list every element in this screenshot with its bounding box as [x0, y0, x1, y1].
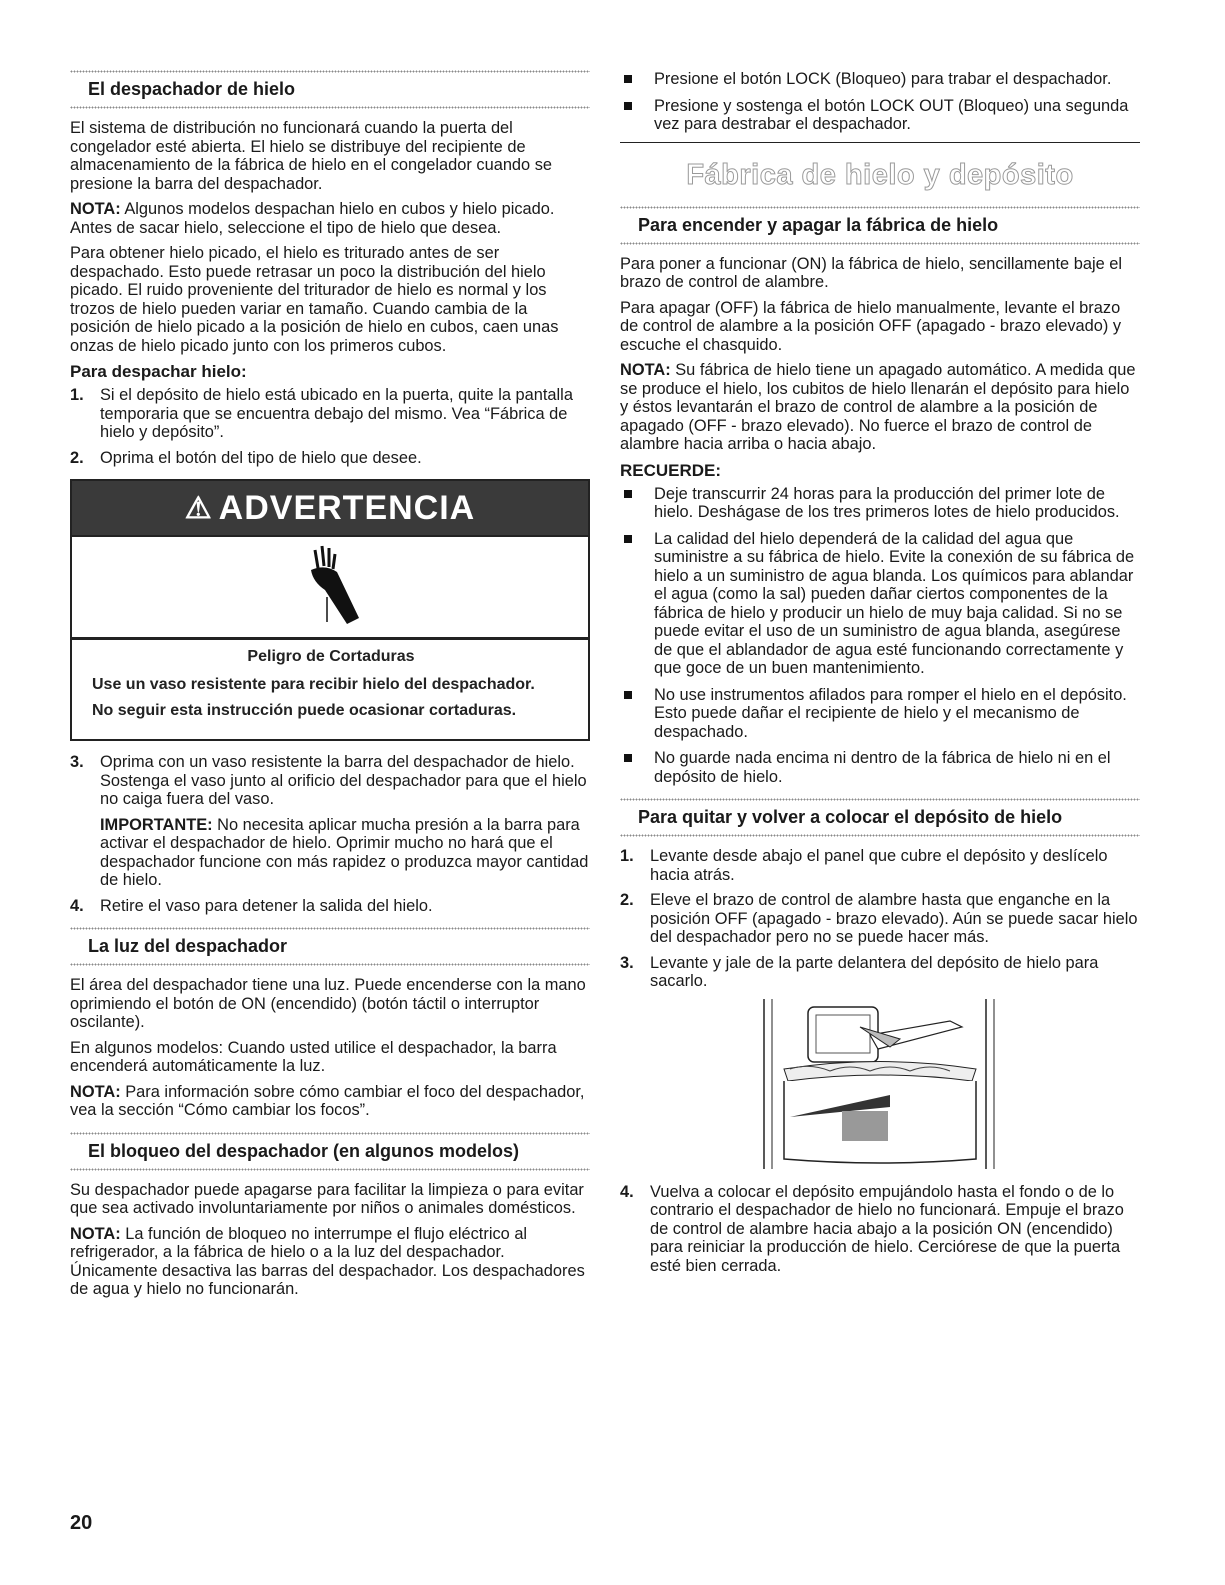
warning-title: ADVERTENCIA [218, 488, 476, 527]
paragraph: El sistema de distribución no funcionará cuando la puerta del congelador esté abierta. El hielo se distribuye del recipiente de almacenamiento de la fábrica de hielo en el congelador cuando se presione la barra del despachador. [70, 119, 553, 193]
bullet-text: Deje transcurrir 24 horas para la producción del primer lote de hielo. Deshágase de los tres primeros lotes de hielo producidos. [654, 484, 1120, 521]
subheading-recuerde: RECUERDE: [620, 460, 722, 480]
right-column [620, 70, 1140, 1282]
note-paragraph [70, 200, 590, 237]
step-number: 2. [70, 448, 84, 467]
warning-box [70, 479, 590, 741]
bullet-text: La calidad del hielo dependerá de la calidad del agua que suministre a su fábrica de hielo. Evite la conexión de su fábrica de hielo a un suministro de agua blanda. Los químicos para ablandar el agua (como la sal) pueden dañar ciertos componentes de la fábrica de hielo y producir un hielo de muy baja calidad. Si no se puede evitar el uso de un suministro de agua blanda, asegúrese de que el ablandador de agua esté funcionando correctamente y que goce de un buen mantenimiento. [654, 529, 1135, 677]
bullet-text: Presione el botón LOCK (Bloqueo) para trabar el despachador. [654, 70, 1112, 88]
paragraph: Para apagar (OFF) la fábrica de hielo manualmente, levante el brazo de control de alambre a la posición OFF (apagado - brazo elevado) y escuche el chasquido. [620, 298, 1122, 354]
step-number: 4. [70, 896, 84, 915]
paragraph: Su despachador puede apagarse para facilitar la limpieza o para evitar que sea activado involuntariamente por niños o animales domésticos. [70, 1180, 584, 1217]
warning-triangle-icon: ⚠ [184, 491, 213, 525]
bullet-square-icon [620, 485, 654, 522]
step-number: 4. [620, 1182, 634, 1201]
paragraph: El área del despachador tiene una luz. Puede encenderse con la mano oprimiendo el botón de ON (encendido) (botón táctil o interruptor oscilante). [70, 976, 586, 1031]
step-number: 2. [620, 891, 634, 909]
list-item [620, 1183, 1140, 1276]
list-item [620, 891, 1140, 947]
bullet-square-icon [620, 97, 654, 134]
note-paragraph [620, 361, 1140, 454]
list-item [620, 749, 1140, 786]
section-heading-dispenser-lock: El bloqueo del despachador (en algunos modelos) [88, 1140, 520, 1161]
step-number: 1. [620, 847, 634, 865]
step-text: Retire el vaso para detener la salida del hielo. [100, 896, 433, 915]
paragraph: Para poner a funcionar (ON) la fábrica de hielo, sencillamente baje el brazo de control de alambre. [620, 254, 1123, 291]
main-section-title: Fábrica de hielo y depósito [686, 158, 1074, 191]
hazard-title: Peligro de Cortaduras [247, 648, 415, 665]
list-item [70, 753, 590, 809]
step-number: 1. [70, 386, 84, 404]
bullet-text: No use instrumentos afilados para romper el hielo en el depósito. Esto puede dañar el recipiente de hielo y el mecanismo de despachado. [654, 685, 1127, 741]
section-heading-icemaker-on-off: Para encender y apagar la fábrica de hielo [638, 214, 999, 235]
section-divider [70, 963, 590, 966]
note-text: Algunos modelos despachan hielo en cubos y hielo picado. Antes de sacar hielo, seleccione el tipo de hielo que desea. [70, 200, 555, 237]
bullet-square-icon [620, 70, 654, 89]
section-divider [620, 834, 1140, 837]
warning-body [72, 640, 588, 739]
bullet-square-icon [620, 749, 654, 786]
note-label: NOTA: [70, 200, 121, 218]
note-label: NOTA: [620, 361, 671, 379]
subheading-dispense-ice: Para despachar hielo: [70, 362, 247, 381]
warning-text: No seguir esta instrucción puede ocasionar cortaduras. [92, 701, 517, 719]
list-item [620, 954, 1140, 991]
list-item [70, 897, 590, 916]
list-item [620, 485, 1140, 522]
note-label: NOTA: [70, 1224, 121, 1243]
note-paragraph [70, 1225, 590, 1299]
paragraph: Para obtener hielo picado, el hielo es triturado antes de ser despachado. Esto puede retrasar un poco la distribución del hielo picado. El ruido proveniente del triturador de hielo es normal y los trozos de hielo pueden variar en tamaño. Cuando cambia de la posición de hielo picado a la posición de hielo en cubos, caen unas onzas de hielo picado junto con los primeros cubos. [70, 244, 559, 355]
list-item [70, 386, 590, 442]
list-item [620, 530, 1140, 678]
note-text: Su fábrica de hielo tiene un apagado automático. A medida que se produce el hielo, los cubitos de hielo llenarán el depósito para hielo y éstos levantarán el brazo de control de alambre a la posición de apagado (OFF - brazo elevado). No fuerce el brazo de control de alambre hacia arriba o hacia abajo. [620, 361, 1136, 453]
important-label: IMPORTANTE: [100, 815, 213, 834]
step-number: 3. [620, 953, 634, 972]
step-text: Oprima el botón del tipo de hielo que desee. [100, 448, 422, 467]
step-number: 3. [70, 753, 84, 771]
cut-hand-icon [285, 542, 375, 632]
step-text: Si el depósito de hielo está ubicado en la puerta, quite la pantalla temporaria que se encuentra debajo del mismo. Vea “Fábrica de hielo y depósito”. [100, 386, 573, 441]
important-paragraph [70, 816, 590, 890]
note-text: Para información sobre cómo cambiar el foco del despachador, vea la sección “Cómo cambiar los focos”. [70, 1082, 585, 1119]
bullet-square-icon [620, 530, 654, 678]
list-item [620, 847, 1140, 884]
list-item [70, 449, 590, 468]
ice-bin-diagram-icon [750, 999, 1010, 1169]
warning-text: Use un vaso resistente para recibir hielo del despachador. [92, 676, 535, 693]
step-text: Oprima con un vaso resistente la barra del despachador de hielo. Sostenga el vaso junto al orificio del despachador para que el hielo no caiga fuera del vaso. [100, 753, 587, 808]
bullet-square-icon [620, 686, 654, 742]
section-divider [70, 106, 590, 109]
warning-header [72, 481, 588, 537]
step-text: Eleve el brazo de control de alambre hasta que enganche en la posición OFF (apagado - brazo elevado). Aún se puede sacar hielo del despachador pero no se puede hacer más. [650, 891, 1138, 946]
step-text: Levante desde abajo el panel que cubre el depósito y deslícelo hacia atrás. [650, 847, 1108, 884]
section-heading-ice-dispenser: El despachador de hielo [88, 79, 296, 99]
note-paragraph [70, 1083, 590, 1120]
note-text: La función de bloqueo no interrumpe el flujo eléctrico al refrigerador, a la fábrica de hielo o a la luz del despachador. Únicamente desactiva las barras del despachador. Los despachadores de agua y hielo no funcionarán. [70, 1224, 585, 1298]
warning-illustration [72, 537, 588, 640]
left-column [70, 70, 590, 1306]
list-item [620, 686, 1140, 742]
list-item [620, 97, 1140, 134]
section-heading-dispenser-light: La luz del despachador [88, 936, 288, 956]
bullet-text: Presione y sostenga el botón LOCK OUT (Bloqueo) una segunda vez para destrabar el despachador. [654, 96, 1129, 133]
list-item [620, 70, 1140, 89]
section-divider [70, 1168, 590, 1171]
paragraph: En algunos modelos: Cuando usted utilice el despachador, la barra encenderá automáticamente la luz. [70, 1038, 557, 1075]
note-label: NOTA: [70, 1082, 121, 1101]
bullet-text: No guarde nada encima ni dentro de la fábrica de hielo ni en el depósito de hielo. [654, 749, 1111, 786]
important-text: No necesita aplicar mucha presión a la barra para activar el despachador de hielo. Oprimir mucho no hará que el despachador funcione con más rapidez o produzca mayor cantidad de hielo. [100, 815, 589, 889]
page-number: 20 [70, 1512, 93, 1534]
step-text: Levante y jale de la parte delantera del depósito de hielo para sacarlo. [650, 953, 1099, 990]
section-divider [620, 242, 1140, 245]
horizontal-rule [620, 142, 1140, 143]
step-text: Vuelva a colocar el depósito empujándolo hasta el fondo o de lo contrario el despachador de hielo no funcionará. Empuje el brazo de control de alambre hacia abajo a la posición ON (encendido) para reiniciar la producción de hielo. Cerciórese de que la puerta esté bien cerrada. [650, 1182, 1124, 1275]
ice-bin-illustration [620, 999, 1140, 1169]
section-heading-remove-bin: Para quitar y volver a colocar el depósito de hielo [638, 807, 1063, 827]
